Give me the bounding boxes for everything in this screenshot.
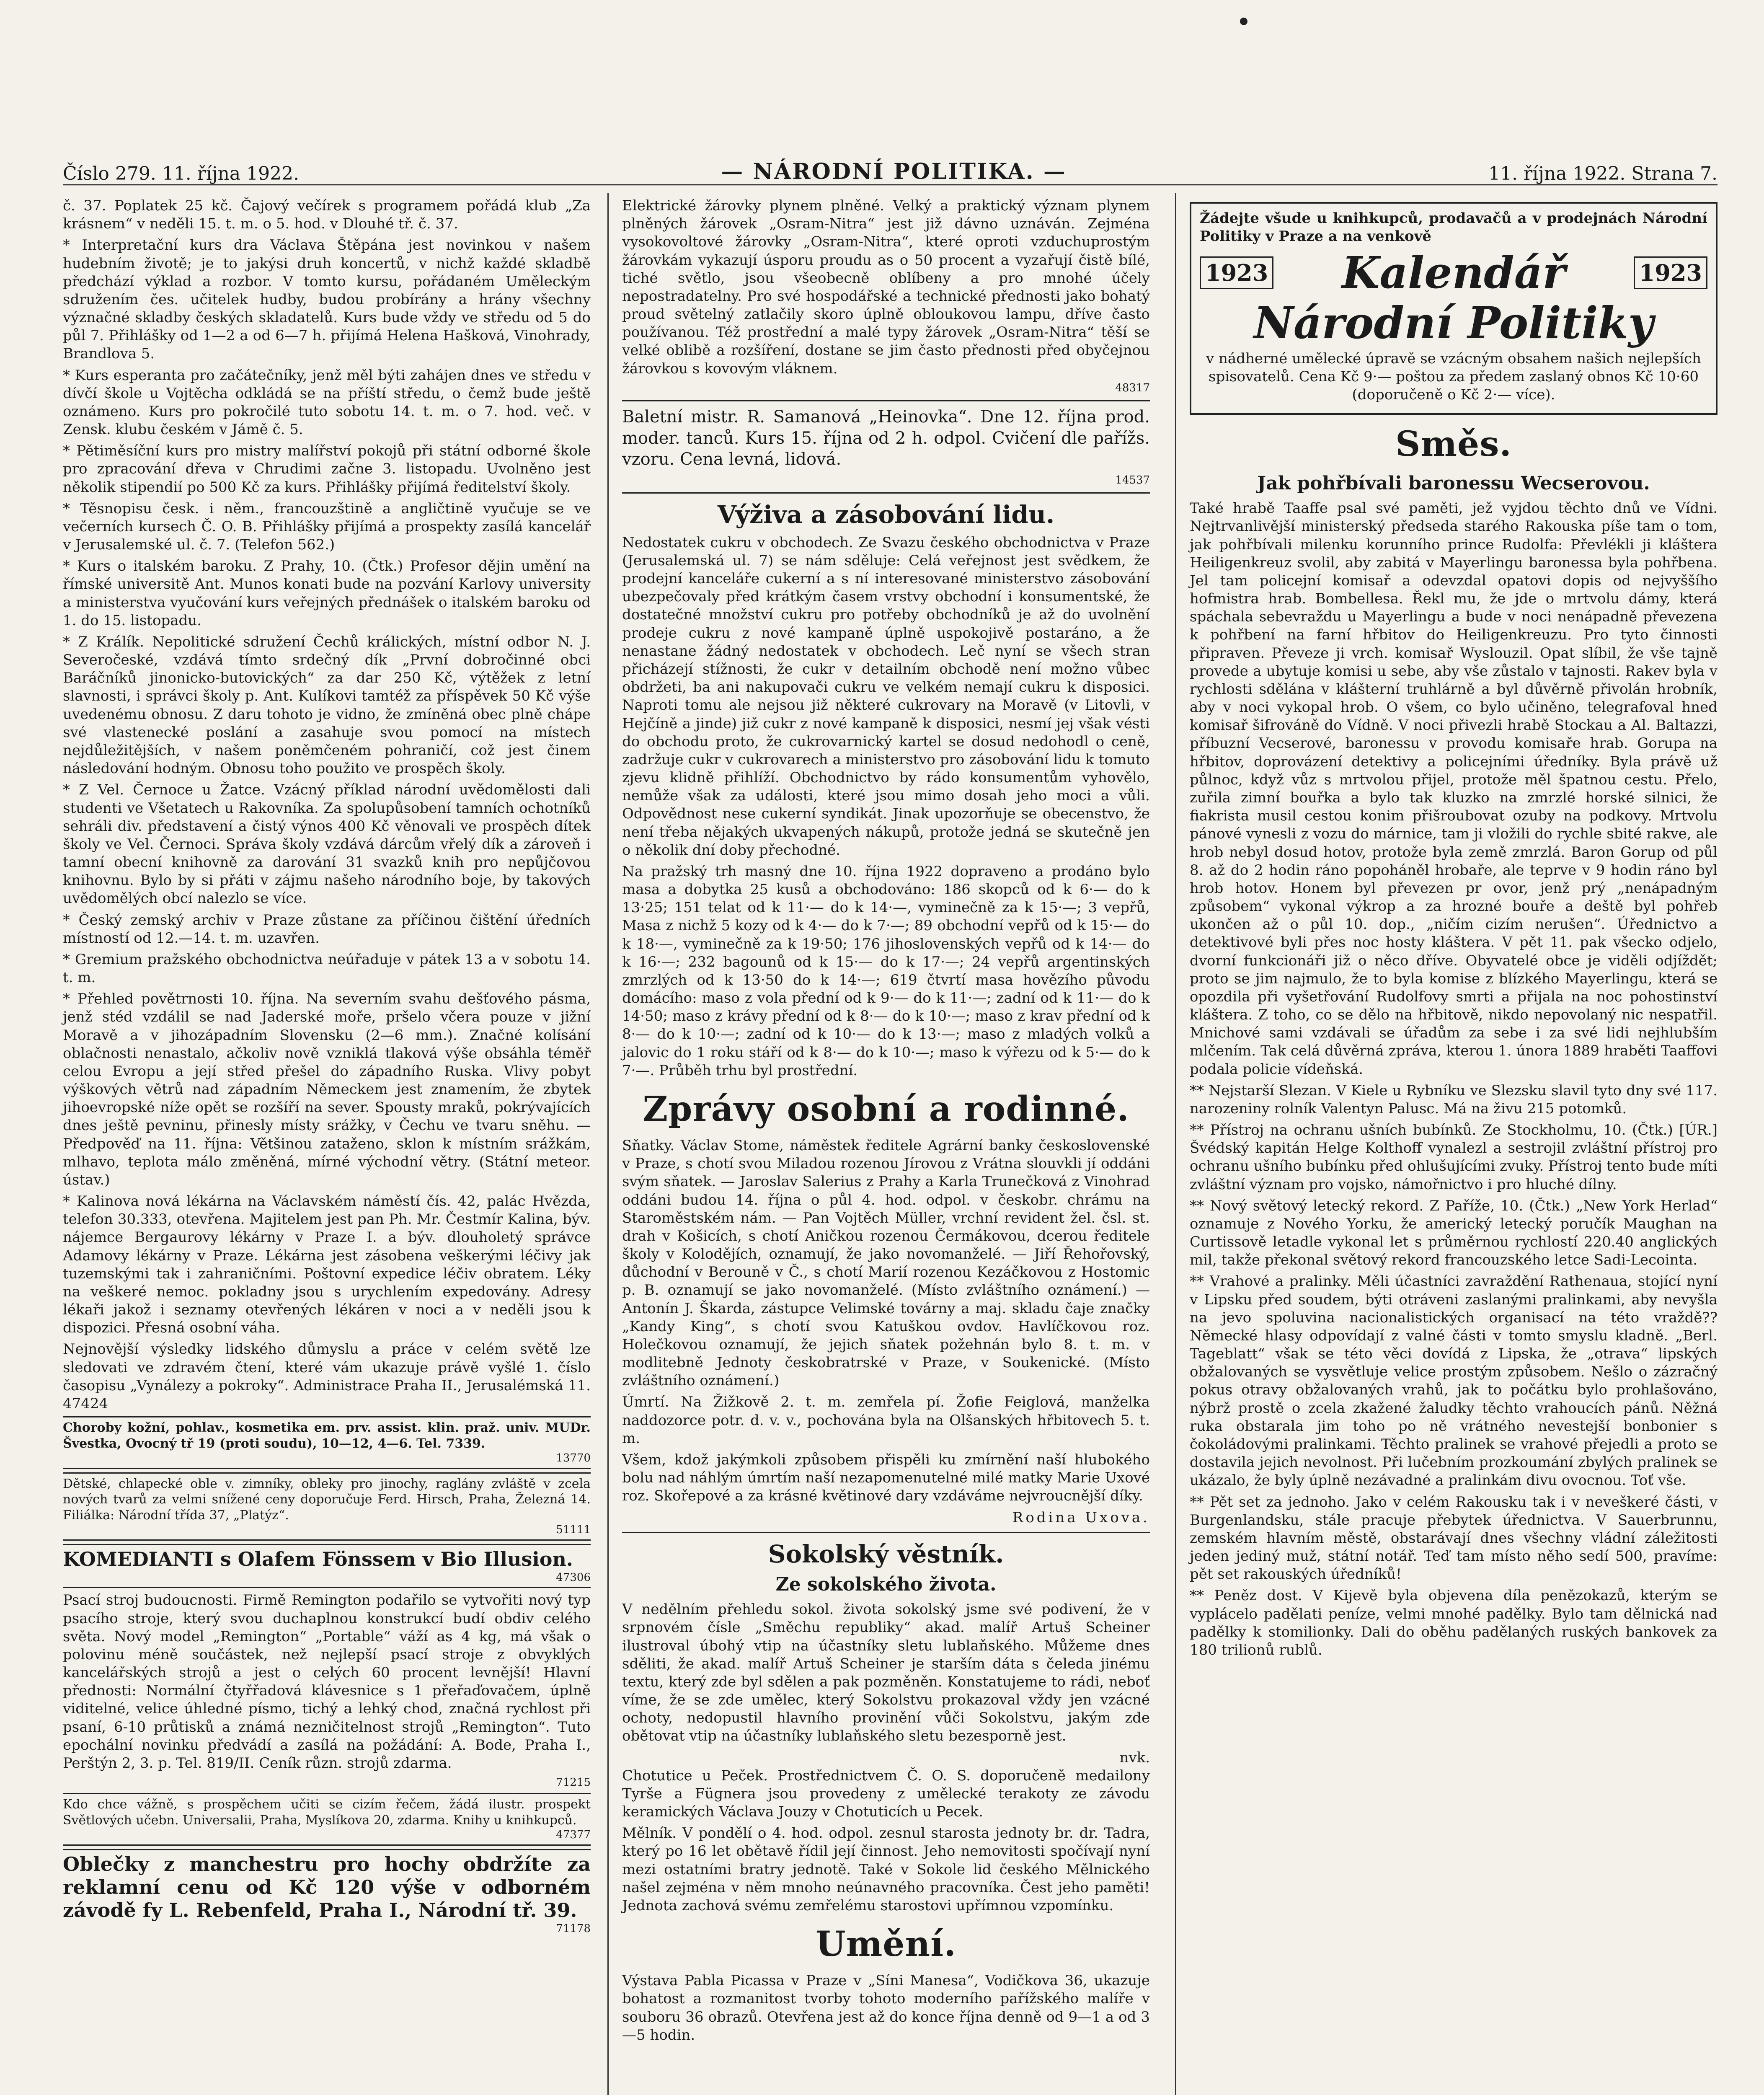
divider bbox=[622, 492, 1150, 494]
article-text: * Český zemský archiv v Praze zůstane za příčinou čištění úředních místností od 12.—14. t. m. uzavřen. bbox=[63, 911, 591, 947]
newspaper-page bbox=[63, 138, 1718, 2095]
section-heading: Umění. bbox=[816, 1924, 956, 1965]
column-left bbox=[63, 197, 591, 1942]
advertisement bbox=[63, 1472, 591, 1541]
article-text: * Kurs esperanta pro začátečníky, jenž měl býti zahájen dnes ve středu v dívčí škole u Vojtěcha odkládá se na příští středu, o čemž bude ještě oznámeno. Kurs pro pokročilé tuto sobotu 14. t. m. o 7. hod. več. v Zensk. klubu českém v Jámě č. 5. bbox=[63, 367, 591, 438]
article-text: * Kurs o italském baroku. Z Prahy, 10. (Čtk.) Profesor dějin umění na římské universitě Ant. Munos konati bude na pozvání Karlovy university a ministerstva vyučování kurs veřejných přednášek o italském baroku od 1. do 15. listopadu. bbox=[63, 558, 591, 629]
ad-number: 51111 bbox=[556, 1523, 591, 1536]
article-text: Chotutice u Peček. Prostřednictvem Č. O. S. doporučeně medailony Tyrše a Fügnera jsou provedeny z umělecké terakoty ze závodu keramických Václava Jouzy v Chotuticích u Pecek. bbox=[622, 1767, 1150, 1821]
article-text: * Těsnopisu česk. i něm., francouzštině a angličtině vyučuje se ve večerních kursech Č. O. B. Přihlášky přijímá a prospekty zasílá kancelář v Jerusalemské ul. č. 7. (Telefon 562.) bbox=[63, 500, 591, 553]
article-text: ** Nejstarší Slezan. V Kiele u Rybníku ve Slezsku slavil tyto dny své 117. narozeniny rolník Valentyn Palusc. Má na živu 215 potomků. bbox=[1190, 1082, 1718, 1117]
ad-text: Elektrické žárovky plynem plněné. Velký a praktický význam plynem plněných žárovek „Osram-Nitra“ jest již dávno uznáván. Zejména vysokovoltové žárovky „Osram-Nitra“, které oproti vzduchuprostým žárovkám vykazují úsporu proudu as o 50 procent a vyzařují čistě bílé, tiché světlo, jsou všeobecně oblíbeny a pro mnohé účely nepostradatelny. Pro své hospodářské a technické přednosti jako bohatý proud světelný zatlačily skoro úplně obloukovou lampu, dříve často používanou. Též prostřední a malé typy žárovek „Osram-Nitra“ těší se velké oblibě a rozšíření, dostane se jim často přednosti před obyčejnou žárovkou s kovovým vláknem. bbox=[622, 197, 1150, 377]
article-text: ** Nový světový letecký rekord. Z Paříže, 10. (Čtk.) „New York Herlad“ oznamuje z Nového Yorku, že americký letecký poručík Maughan na Curtissově letadle vykonal let s průměrnou rychlostí 220.40 anglických mil, takže překonal světový rekord francouzského letce Sadi-Lecointa. bbox=[1190, 1197, 1718, 1269]
calendar-year: 1923 bbox=[1200, 256, 1273, 290]
calendar-advertisement bbox=[1190, 202, 1718, 415]
article-text: ** Vrahové a pralinky. Měli účastníci zavraždění Rathenaua, stojící nyní v Lipsku před soudem, býti otráveni zaslanými pralinkami, aby nevyšla na jevo spoluvina nacionalistických organisací na této vraždě?? Německé hlasy odpovídají z valné části v tomto smyslu kladně. „Berl. Tageblatt“ však se této věci dovídá z Lipska, že „otrava“ lipských obžalovaných se vysvětluje velice prostým způsobem. Nešlo o zázračný pokus otravy obžalovaných vrahů, jak to počátku bylo prohlašováno, nýbrž prostě o zcela zkažené žaludky těchto vrahoucích pánů. Něžná ruka obstarala jim toho po ně vrátného nevestejší bonbonier s čokoládovými pralinkami. Těchto pralinek se vrahové přejedli a proto se dostavila jejich nevolnost. Při lučebním prozkoumání zbylých pralinek se ukázalo, že byly úplně nezávadné a pralinkám divu ovocnou. Toť vše. bbox=[1190, 1273, 1718, 1489]
section-subheading: Jak pohřbívali baronessu Wecserovou. bbox=[1257, 473, 1650, 494]
section-heading: Výživa a zásobování lidu. bbox=[717, 500, 1055, 529]
ad-number: 71215 bbox=[556, 1776, 591, 1789]
ad-text: Baletní mistr. R. Samanová „Heinovka“. Dne 12. října prod. moder. tanců. Kurs 15. října od 2 h. odpol. Cvičení dle pařížs. vzoru. Cena levná, lidová. bbox=[622, 407, 1150, 469]
article-text: Výstava Pabla Picassa v Praze v „Síni Manesa“, Vodičkova 36, ukazuje bohatost a rozmanitost tvorby tohoto moderního pařížského malíře v souboru 36 obrazů. Otevřena jest až do konce října denně od 9—1 a od 3—5 hodin. bbox=[622, 1972, 1150, 2043]
article-text: Na pražský trh masný dne 10. října 1922 dopraveno a prodáno bylo masa a dobytka 25 kusů a obchodováno: 186 skopců od k 6·— do k 13·25; 151 telat od k 11·— do k 14·—, vyminečně za k 15·—; 3 vepřů, Masa z nichž 5 kozy od k 4·— do k 7·—; 89 obchodní vepřů od k 15·— do k 18·—, vyminečně za k 19·50; 176 jihoslovenských vepřů od k 14·— do k 16·—; 232 bagounů od k 15·— do k 17·—; 24 vepřů argentinských zmrzlých od k 13·50 do k 14·—; 619 čtvrtí masa hovězího původu domácího: maso z vola přední od k 9·— do k 11·—; zadní od k 11·— do k 14·50; maso z krávy přední od k 8·— do k 10·—; maso z krav přední od k 8·— do k 10·—; zadní od k 10·— do k 13·—; maso z mladých volků a jalovic do 1 roku stáří od k 8·— do k 10·—; maso k výřezu od k 5·— do k 7·—. Průběh trhu byl prostřední. bbox=[622, 863, 1150, 1079]
ad-text: Dětské, chlapecké oble v. zimníky, obleky pro jinochy, raglány zvláště v zcela nových tvarů za velmi snížené ceny doporučuje Ferd. Hirsch, Praha, Železná 14. Filiálka: Národní třída 37, „Platýz“. bbox=[63, 1476, 591, 1523]
article-text: * Z Králík. Nepolitické sdružení Čechů králických, místní odbor N. J. Severočeské, vzdává tímto srdečný dík „První dobročinné obci Baráčníků jinonicko-butovických“ za dar 250 Kč, výtěžek z letní slavnosti, i správci školy p. Ant. Kulíkovi tamtéž za příspěvek 50 Kč výše uvedenému obnosu. Z daru tohoto je vidno, že zmíněná obec plně chápe své vlastenecké poslání a zasahuje svou pomocí na místech nejdůležitějších, v našem poněmčeném pohraničí, což jest činem následování hodným. Obnosu toho použito ve prospěch školy. bbox=[63, 633, 591, 777]
article-text: Nedostatek cukru v obchodech. Ze Svazu českého obchodnictva v Praze (Jerusalemská ul. 7) se nám sděluje: Celá veřejnost jest svědkem, že prodejní kanceláře cukerní a s ní interesované ministerstvo zásobování ubezpečovaly před krátkým časem vrstvy obchodní i konsumentské, že dostatečné množství cukru pro potřeby obchodníků je až do uvolnění prodeje cukru z nové kampaně úplně uspokojivě postaráno, a že nenastane žádný nedostatek v obchodech. Leč nyní se všech stran přicházejí stížnosti, že cukr v detailním obchodě není možno vůbec obdržeti, ba ani nakupovači cukru ve velkém nemají cukru k disposici. Naproti tomu ale nejsou již některé cukrovary na Moravě (v Litovli, v Hejčíně a jinde) již cukr z nové kampaně k disposici, nesmí jej však vésti do obchodu proto, že cukrovarnický kartel se dosud nedohodl o ceně, zadržuje cukr v cukrovarech a ministerstvo pro zásobování lidu k tomuto zjevu klidně přihlíží. Obchodnictvo by rádo konsumentům vyhovělo, nemůže však za události, které jsou mimo dosah jeho moci a vůli. Odpovědnost nese cukerní syndikát. Jinak upozorňuje se obecenstvo, že není třeba nějakých ukvapených nákupů, protože jedná se skutečně jen o několik dní doby přechodné. bbox=[622, 534, 1150, 859]
article-text: * Gremium pražského obchodnictva neúřaduje v pátek 13 a v sobotu 14. t. m. bbox=[63, 951, 591, 986]
section-heading: Zprávy osobní a rodinné. bbox=[643, 1089, 1129, 1129]
ad-number: 47377 bbox=[556, 1829, 591, 1842]
section-heading: Sokolský věstník. bbox=[768, 1539, 1004, 1568]
article-text: Všem, kdož jakýmkoli způsobem přispěli ku zmírnění naší hlubokého bolu nad náhlým úmrtím naší nezapomenutelné milé matky Marie Uxové roz. Skořepové a za krásné květinové dary vzdáváme nejvroucnější díky. bbox=[622, 1451, 1150, 1505]
article-text: * Interpretační kurs dra Václava Štěpána jest novinkou v našem hudebním životě; je to jakýsi druh koncertů, v nichž každé skladbě předchází výklad a rozbor. V tomto kursu, pořádaném Uměleckým sdružením čes. učitelek hudby, budou probírány a hrány všechny význačné skladby českých skladatelů. Kurs bude vždy ve středu od 5 do půl 7. Přihlášky od 1—2 a od 6—7 h. přijímá Helena Hašková, Vinohrady, Brandlova 5. bbox=[63, 237, 591, 362]
divider bbox=[622, 400, 1150, 401]
column-divider bbox=[1175, 193, 1176, 2095]
ad-text: Oblečky z manchestru pro hochy obdržíte za reklamní cenu od Kč 120 výše v odborném závodě fy L. Rebenfeld, Praha I., Národní tř. 39. bbox=[63, 1852, 591, 1922]
article-text: * Z Vel. Černoce u Žatce. Vzácný příklad národní uvědomělosti dali studenti ve Všetatech u Rakovníka. Za spolupůsobení tamních ochotníků sehráli div. představení a čistý výnos 400 Kč věnovali ve prospěch dítek školy ve Vel. Černoci. Správa školy vzdává dárcům vřelý dík a zároveň i tamní obecní knihovně za darování 31 svazků knih pro nepůjčovou knihovnu. Bylo by si přáti v zájmu našeho národního boje, by takových uvědomělých obcí nalezlo se více. bbox=[63, 781, 591, 907]
article-text: ** Přístroj na ochranu ušních bubínků. Ze Stockholmu, 10. (Čtk.) [ÚR.] Švédský kapitán Helge Kolthoff vynalezl a sestrojil zvláštní přístroj pro ochranu ušního bubínku před ohlušujícími zvuky. Přístroj tento bude míti zvláštní význam pro vojsko, námořnictvo i pro hluché dílny. bbox=[1190, 1122, 1718, 1193]
article-text: Také hrabě Taaffe psal své paměti, jež vyjdou těchto dnů ve Vídni. Nejtrvanlivější ministerský předseda starého Rakouska píše tam o tom, jak pohřbívali milenku korunního prince Rudolfa: Převlékli ji kláštera Heiligenkreuz svolil, aby zabitá v Mayerlingu baronessa byla pohřbena. Jel tam policejní komisař a odevzdal opatovi dopis od nejvyššího hofmistra hrab. Bombellesa. Řekl mu, že jde o mrtvolu dámy, která spáchala sebevraždu u Mayerlingu a bude v noci nenápadně převezena k pohřbení na farní hřbitov do Heiligenkreuzu. Pro tyto činnosti připraven. Převeze ji vrch. komisař Wyslouzil. Opat slíbil, že vše tajně provede a ubytuje komisi u sebe, aby vše zůstalo v tajnosti. Rakev byla v rychlosti sdělána v klášterní truhlárně a byl důvěrně přivolán hrobník, aby v noci vykopal hrob. O všem, co bylo učiněno, telegrafoval hned komisař šifrováně do Vídně. V noci přivezli hrabě Stockau a Al. Baltazzi, příbuzní Vecserové, baronessu v provodu komisaře hrab. Gorupa na hřbitov, doprovázení detektivy a policejními úředníky. Byla právě už půlnoc, když vůz s mrtvolou přijel, protože měl špatnou cestu. Přelo, zuřila zimní bouřka a bylo tak kluzko na zmrzlé horské silnici, že fiakrista musil cestou konim přišroubovat ozuby na podkovy. Mrtvolu pánové vynesli z vozu do márnice, tam ji vložili do rychle sbité rakve, ale hrob nebyl dosud hotov, protože byla země zmrzlá. Baron Gorup od půl 8. až do 2 hodin ráno popoháněl hrobaře, ale teprve v 9 hodin ráno byl hrob hotov. Honem byl převezen pr ovor, jenž prý „nenápadným způsobem“ vykonal výkrop a za hrozné bouře a deště byl pohřeb ukončen až o půl 10. dop., „ničím cizím nerušen“. Úřednictvo a detektivové byli přes noc hosty kláštera. V pět 11. pak všecko odjelo, dvorní funkcionáři již o něco dříve. Obyvatelé obce je viděli odjíždět; proto se jim najmulo, že to byla komise z blízkého Mayerlingu, která se opozdila při vyšetřování Rudolfovy smrti a přijala na noc pohostinství kláštera. Z toho, co se dělo na hřbitově, nikdo nepovolaný nic nespatřil. Mnichové sami vzdávali se úřadům za sebe i za své lidi nejhlubším mlčením. Tak celá důvěrná zpráva, kterou 1. února 1889 hraběti Taaffovi podala policie vídeňská. bbox=[1190, 500, 1718, 1078]
article-text: ** Peněz dost. V Kijevě byla objevena díla penězokazů, kterým se vyplácelo padělati peníze, velmi mnohé padělky. Bylo tam dělnická nad padělky k stomilionky. Dali do oběhu padělaných ruských bankovek za 180 trilionů rublů. bbox=[1190, 1587, 1718, 1658]
calendar-title-row bbox=[1200, 247, 1707, 299]
article-text: * Kalinova nová lékárna na Václavském náměstí čís. 42, palác Hvězda, telefon 30.333, otevřena. Majitelem jest pan Ph. Mr. Čestmír Kalina, býv. nájemce Bergaurovy lékárny v Praze I. a býv. dlouholetý správce Adamovy lékárny v Praze. Lékárna jest zásobena veškerými léčivy jak tuzemskými tak i zahraničními. Poštovní expedice léčiv obratem. Léky na veškeré nemoc. pokladny jsou s urychlením expedovány. Adresy lékaři jakož i seznamy otevřených lékáren v noci a v neděli jsou k dispozici. Přesná osobní váha. bbox=[63, 1193, 591, 1337]
column-middle bbox=[622, 197, 1150, 2048]
article-text: ** Pět set za jednoho. Jako v celém Rakousku tak i v neveškeré části, v Burgenlandsku, stále pracuje přebytek úřednictva. V Sauerbrunnu, zemském hlavním městě, obstarávají dnes všechny vládní záležitosti jeden jediný muž, státní notář. Teď tam místo něho sedí 500, pravíme: pět set rakouských úředníků! bbox=[1190, 1493, 1718, 1583]
signature: Rodina Uxova. bbox=[1012, 1509, 1150, 1526]
signature: nvk. bbox=[1119, 1749, 1150, 1766]
divider bbox=[622, 1532, 1150, 1533]
ad-number: 13770 bbox=[556, 1452, 591, 1465]
article-text: V nedělním přehledu sokol. života sokolský jsme své podivení, že v srpnovém čísle „Směchu republiky“ akad. malíř Artuš Scheiner ilustroval úbohý vtip na účastníky sletu lublaňského. Můžeme dnes sděliti, že akad. malíř Artuš Scheiner je starším dáta s čeleda jinému textu, který zde byl sdělen a pak pozměněn. Konstatujeme to rádi, neboť víme, že se zde umělec, který Sokolstvu prokazoval vždy jen vzácné ochoty, nedopustil hlavního provinění vůči Sokolstvu, jakým zde obětovat vtip na účastníky lublaňského sletu bezesporně jest. bbox=[622, 1601, 1150, 1745]
page-header bbox=[63, 138, 1718, 186]
issue-info: Číslo 279. 11. října 1922. bbox=[63, 163, 300, 184]
date-page-info: 11. října 1922. Strana 7. bbox=[1488, 163, 1718, 184]
column-right bbox=[1190, 197, 1718, 1663]
ad-text: KOMEDIANTI s Olafem Fönssem v Bio Illusion. bbox=[63, 1547, 573, 1570]
ad-number: 14537 bbox=[1115, 474, 1150, 487]
advertisement bbox=[63, 1849, 591, 1938]
article-text: Úmrtí. Na Žižkově 2. t. m. zemřela pí. Žofie Feiglová, manželka naddozorce potr. d. v. v., pochována byla na Olšanských hřbitovech 5. t. m. bbox=[622, 1394, 1150, 1447]
article-text: * Pětiměsíční kurs pro mistry malířství pokojů při státní odborné škole pro zpracování dřeva v Chrudimi začne 3. listopadu. Uvolněno jest několik stipendií po 500 Kč za kurs. Přihlášky přijímá ředitelství školy. bbox=[63, 442, 591, 496]
advertisement bbox=[63, 1416, 591, 1469]
section-subheading: Ze sokolského života. bbox=[775, 1574, 997, 1596]
article-text: č. 37. Poplatek 25 kč. Čajový večírek s programem pořádá klub „Za krásnem“ v neděli 15. t. m. o 5. hod. v Dlouhé tř. č. 37. bbox=[63, 197, 591, 233]
ad-text: Choroby kožní, pohlav., kosmetika em. prv. assist. klin. praž. univ. MUDr. Švestka, Ovocný tř 19 (proti soudu), 10—12, 4—6. Tel. 7339. bbox=[63, 1420, 591, 1451]
article-text: Mělník. V pondělí o 4. hod. odpol. zesnul starosta jednoty br. dr. Tadra, který po 16 let obětavě řídil její činnost. Jeho nemovitosti spočívají nyní mezi ostatními bratry jednotě. Také v Sokole lid českého Mělnického našel zejména v něm mnoho neúnavného pracovníka. Čest jeho paměti! Jednota zachová svému zemřelému starostovi upřímnou vzpomínku. bbox=[622, 1825, 1150, 1914]
calendar-title: Kalendář bbox=[1342, 247, 1565, 299]
calendar-text: v nádherné umělecké úpravě se vzácným obsahem našich nejlepších spisovatelů. Cena Kč 9·— poštou za předem zaslaný obnos Kč 10·60 (doporučeně o Kč 2·— více). bbox=[1206, 350, 1701, 403]
article-text: * Přehled povětrnosti 10. října. Na severním svahu dešťového pásma, jenž stéd vzdálil se nad Jaderské moře, pršelo včera pouze v jižní Moravě a v jihozápadním Slovensku (2—6 mm.). Značné kolísání oblačnosti nenastalo, ačkoliv nově vzniklá tlaková výše obsáhla téměř celou Evropu a její střed přešel do západního Ruska. Vlivy pobyt výškových větrů nad západním Německem jest znamením, že zbytek jihoevropské níže opět se rozšíří na sever. Spousty mraků, pokrývajících dnes ještě pevninu, přinesly místy srážky, v Čechu ve tvaru sněhu. — Předpověď na 11. října: Většinou zataženo, sklon k místním srážkám, mlhavo, teplota málo změněná, mírné východní větry. (Státní meteor. ústav.) bbox=[63, 991, 591, 1188]
advertisement bbox=[63, 1793, 591, 1846]
ad-number: 47306 bbox=[556, 1571, 591, 1584]
section-heading: Směs. bbox=[1395, 424, 1512, 465]
ad-text: Kdo chce vážně, s prospěchem učiti se cizím řečem, žádá ilustr. prospekt Světlových učebn. Universalii, Praha, Myslíkova 20, zdarma. Knihy u knihkupců. bbox=[63, 1797, 591, 1828]
calendar-title: Národní Politiky bbox=[1253, 297, 1654, 349]
article-text: Psací stroj budoucnosti. Firmě Remington podařilo se vytvořiti nový typ psacího stroje, který svou duchaplnou konstrukcí budí obdiv celého světa. Nový model „Remington“ „Portable“ váží as 4 kg, má však o polovinu méně součástek, než nejlepší psací stroje z obvyklých kancelářských strojů a jest o celých 60 procent levnější! Hlavní přednosti: Normální čtyřřadová klávesnice s 1 přeřaďovačem, úplně viditelné, velice úhledné písmo, tichý a lehký chod, značná rychlost při psaní, 6-10 průtisků a známá nezničitelnost strojů „Remington“. Tuto epochální novinku předvádí a zasílá na požádání: A. Bode, Praha I., Perštýn 2, 3. p. Tel. 819/II. Ceník různ. strojů zdarma. bbox=[63, 1592, 591, 1772]
ad-number: 71178 bbox=[556, 1922, 591, 1935]
article-text: Sňatky. Václav Stome, náměstek ředitele Agrární banky československé v Praze, s chotí svou Miladou rozenou Jírovou z Vrátna slouvkli jí oddáni svým sňatek. — Jaroslav Salerius z Prahy a Karla Trunečková z Vinohrad oddáni budou 14. října o půl 4. hod. odpol. v českobr. chrámu na Staroměstském nám. — Pan Vojtěch Müller, vrchní revident žel. čsl. st. drah v Košicích, s chotí Aničkou rozenou Čermákovou, dcerou ředitele školy v Kolodějích, oznamují, že jako novomanželé. — Jiří Řehořovský, důchodní v Berouně v Č., s chotí Marií rozenou Kezáčkovou z Hostomic p. B. oznamují se jako novomanželé. (Místo zvláštního oznámení.) — Antonín J. Škarda, zástupce Velimské továrny a maj. skladu čaje značky „Kandy King“, s chotí svou Katuškou ovdov. Havlíčkovou roz. Holečkovou oznamují, že jejich sňatek požehnán bylo 8. t. m. v modlitebně Jednoty českobratrské v Praze, v Soukenické. (Místo zvláštního oznámení.) bbox=[622, 1137, 1150, 1389]
calendar-year: 1923 bbox=[1634, 256, 1707, 290]
advertisement bbox=[63, 1544, 591, 1588]
ad-number: 48317 bbox=[1115, 381, 1150, 394]
article-text: Nejnovější výsledky lidského důmyslu a práce v celém světě lze sledovati ve zdravém čtení, které vám ukazuje právě vyšlé 1. číslo časopisu „Vynálezy a pokroky“. Administrace Praha II., Jerusalémská 11. 47424 bbox=[63, 1341, 591, 1412]
calendar-intro: Žádejte všude u knihkupců, prodavačů a v prodejnách Národní Politiky v Praze a na venkově bbox=[1200, 210, 1707, 245]
page-hole-mark bbox=[1240, 18, 1247, 25]
masthead-title: — NÁRODNÍ POLITIKA. — bbox=[721, 159, 1067, 184]
column-divider bbox=[607, 193, 609, 2095]
